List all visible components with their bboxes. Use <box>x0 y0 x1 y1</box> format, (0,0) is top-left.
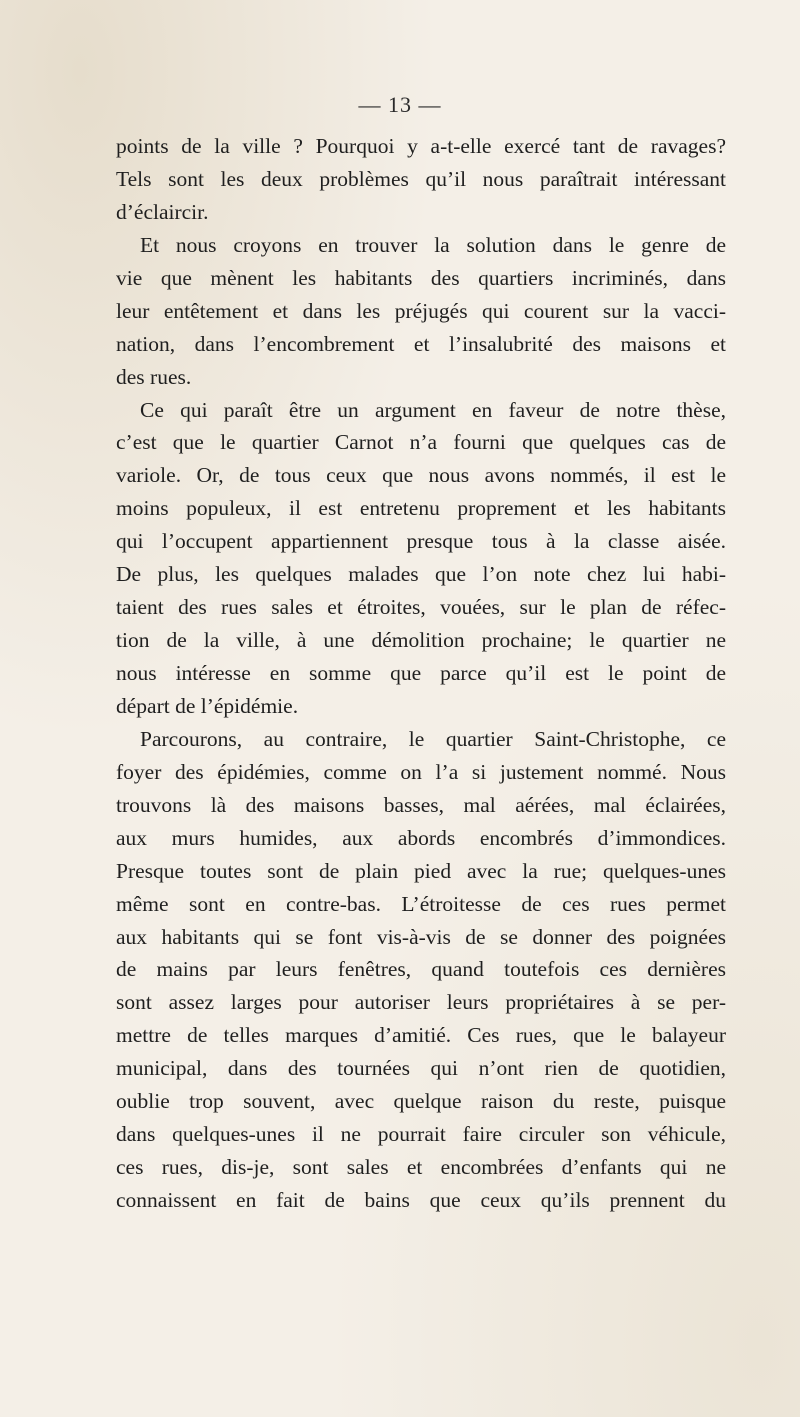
text-line: Ce qui paraît être un argument en faveur de notre thèse, <box>140 397 726 422</box>
text-line: des rues. <box>116 364 192 389</box>
text-line: qui l’occupent appartiennent presque tous à la classe aisée. <box>116 529 726 554</box>
text-line: foyer des épidémies, comme on l’a si justement nommé. Nous <box>116 759 726 784</box>
text-line: nation, dans l’encombrement et l’insalubrité des maisons et <box>116 331 726 356</box>
text-line: taient des rues sales et étroites, vouées, sur le plan de réfec- <box>116 595 726 620</box>
text-line: municipal, dans des tournées qui n’ont rien de quotidien, <box>116 1056 726 1081</box>
text-line: de mains par leurs fenêtres, quand toutefois ces dernières <box>116 957 726 982</box>
text-line: moins populeux, il est entretenu proprement et les habitants <box>116 496 726 521</box>
text-line: connaissent en fait de bains que ceux qu’ils prennent du <box>116 1188 726 1212</box>
text-line: mettre de telles marques d’amitié. Ces rues, que le balayeur <box>116 1023 726 1048</box>
text-line: aux murs humides, aux abords encombrés d’immondices. <box>116 825 726 850</box>
text-line: c’est que le quartier Carnot n’a fourni que quelques cas de <box>116 430 726 455</box>
text-line: variole. Or, de tous ceux que nous avons nommés, il est le <box>116 463 726 488</box>
text-line: départ de l’épidémie. <box>116 693 299 718</box>
text-line: sont assez larges pour autoriser leurs propriétaires à se per- <box>116 990 726 1015</box>
text-line: Presque toutes sont de plain pied avec la rue; quelques-unes <box>116 858 726 883</box>
text-line: d’éclaircir. <box>116 199 209 224</box>
text-line: vie que mènent les habitants des quartiers incriminés, dans <box>116 265 726 290</box>
text-line: Parcourons, au contraire, le quartier Saint-Christophe, ce <box>140 726 726 751</box>
text-line: ces rues, dis-je, sont sales et encombrées d’enfants qui ne <box>116 1155 726 1180</box>
text-line: aux habitants qui se font vis-à-vis de se donner des poignées <box>116 924 726 949</box>
text-line: nous intéresse en somme que parce qu’il est le point de <box>116 661 726 685</box>
text-line: même sont en contre-bas. L’étroitesse de ces rues permet <box>116 891 726 916</box>
text-line: De plus, les quelques malades que l’on note chez lui habi- <box>116 562 726 587</box>
body-text <box>116 130 726 1217</box>
page-number: — 13 — <box>358 92 442 117</box>
text-line: dans quelques-unes il ne pourrait faire circuler son véhicule, <box>116 1122 726 1147</box>
text-line: trouvons là des maisons basses, mal aérées, mal éclairées, <box>116 792 726 817</box>
text-line: leur entêtement et dans les préjugés qui courent sur la vacci- <box>116 298 726 323</box>
text-line: Et nous croyons en trouver la solution dans le genre de <box>140 232 726 257</box>
text-line: Tels sont les deux problèmes qu’il nous paraîtrait intéressant <box>116 166 726 191</box>
text-line: tion de la ville, à une démolition prochaine; le quartier ne <box>116 628 726 653</box>
text-line: oublie trop souvent, avec quelque raison du reste, puisque <box>116 1089 726 1114</box>
text-line: points de la ville ? Pourquoi y a-t-elle exercé tant de ravages? <box>116 134 726 158</box>
